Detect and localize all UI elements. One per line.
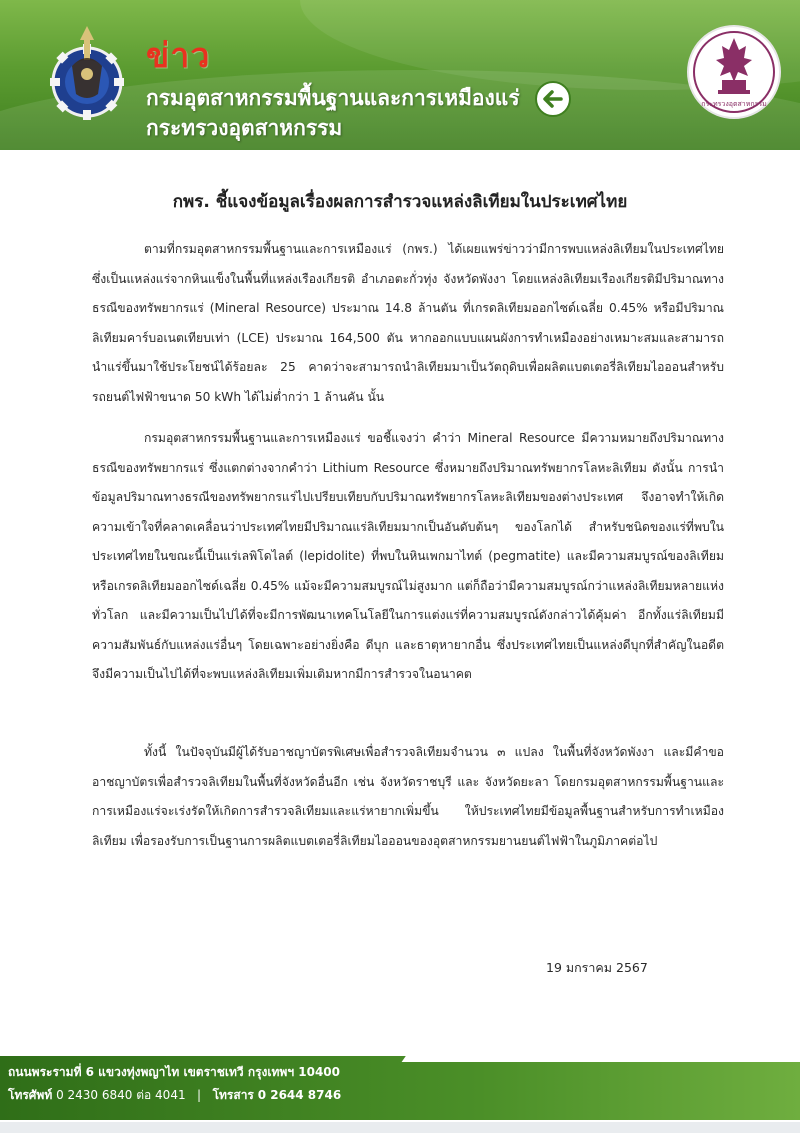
seal-text: กระทรวงอุตสาหกรรม — [701, 100, 767, 108]
paragraph-1: ตามที่กรมอุตสาหกรรมพื้นฐานและการเหมืองแร่ (กพร.) ได้เผยแพร่ข่าวว่ามีการพบแหล่งลิเทียมในประเทศไทย ซึ่งเป็นแหล่งแร่จากหินแข็งในพื้นที่แหล่งเรืองเกียรติ อำเภอตะกั่วทุ่ง จังหวัดพังงา โดยแหล่งลิเทียมเรืองเกียรติมีปริมาณทางธรณีของทรัพยากรแร่ (Mineral Resource) ประมาณ 14.8 ล้านตัน ที่เกรดลิเทียมออกไซด์เฉลี่ย 0.45% หรือมีปริมาณลิเทียมคาร์บอเนตเทียบเท่า (LCE) ประมาณ 164,500 ตัน หากออกแบบแผนผังการทำเหมืองอย่างเหมาะสมและสามารถนำแร่ขึ้นมาใช้ประโยชน์ได้ร้อยละ 25 คาดว่าจะสามารถนำลิเทียมมาเป็นวัตถุดิบเพื่อผลิตแบตเตอรี่ลิเทียมไอออนสำหรับรถยนต์ไฟฟ้าขนาด 50 kWh ได้ไม่ต่ำกว่า 1 ล้านคัน นั้น — [92, 242, 724, 404]
footer-address: ถนนพระรามที่ 6 แขวงทุ่งพญาไท เขตราชเทวี กรุงเทพฯ 10400 — [8, 1065, 340, 1079]
phone-number: 0 2430 6840 ต่อ 4041 — [56, 1088, 186, 1102]
news-kicker: ข่าว — [146, 36, 211, 76]
fax-number: 0 2644 8746 — [257, 1088, 342, 1102]
footer-cut — [402, 1038, 800, 1062]
separator: | — [189, 1088, 209, 1102]
back-arrow-icon[interactable] — [534, 80, 572, 118]
paragraph-3: ทั้งนี้ ในปัจจุบันมีผู้ได้รับอาชญาบัตรพิเศษเพื่อสำรวจลิเทียมจำนวน ๓ แปลง ในพื้นที่จังหวัดพังงา และมีคำขออาชญาบัตรเพื่อสำรวจลิเทียมในพื้นที่จังหวัดอื่นอีก เช่น จังหวัดราชบุรี และ จังหวัดยะลา โดยกรมอุตสาหกรรมพื้นฐานและการเหมืองแร่จะเร่งรัดให้เกิดการสำรวจลิเทียมและแร่หายากเพิ่มขึ้น ให้ประเทศไทยมีข้อมูลพื้นฐานสำหรับการทำเหมืองลิเทียม เพื่อรองรับการเป็นฐานการผลิตแบตเตอรี่ลิเทียมไอออนของอุตสาหกรรมยานยนต์ไฟฟ้าในภูมิภาคต่อไป — [92, 745, 724, 848]
bottom-strip — [0, 1122, 800, 1133]
dpim-logo — [42, 20, 132, 130]
fax-label: โทรสาร — [212, 1088, 254, 1102]
paragraph-2: กรมอุตสาหกรรมพื้นฐานและการเหมืองแร่ ขอชี้แจงว่า คำว่า Mineral Resource มีความหมายถึงปริมาณทางธรณีของทรัพยากรแร่ ซึ่งแตกต่างจากคำว่า Lithium Resource ซึ่งหมายถึงปริมาณทรัพยากรโลหะลิเทียม ดังนั้น การนำข้อมูลปริมาณทางธรณีของทรัพยากรแร่ไปเปรียบเทียบกับปริมาณทรัพยากรโลหะลิเทียมของต่างประเทศ จึงอาจทำให้เกิดความเข้าใจที่คลาดเคลื่อนว่าประเทศไทยมีปริมาณแร่ลิเทียมมากเป็นอันดับต้นๆ ของโลกได้ สำหรับชนิดของแร่ที่พบในประเทศไทยในขณะนี้เป็นแร่เลพิโดไลต์ (lepidolite) ที่พบในหินเพกมาไทต์ (pegmatite) และมีความสมบูรณ์ของลิเทียมหรือเกรดลิเทียมออกไซด์เฉลี่ย 0.45% แม้จะมีความสมบูรณ์ไม่สูงมาก แต่ก็ถือว่ามีความสมบูรณ์กว่าแหล่งลิเทียมหลายแห่งทั่วโลก และมีความเป็นไปได้ที่จะมีการพัฒนาเทคโนโลยีในการแต่งแร่ที่ความสมบูรณ์ดังกล่าวได้คุ้มค่า อีกทั้งแร่ลิเทียมมีความสัมพันธ์กับแหล่งแร่อื่นๆ โดยเฉพาะอย่างยิ่งคือ ดีบุก และธาตุหายากอื่น ซึ่งประเทศไทยเป็นแหล่งดีบุกที่สำคัญในอดีต จึงมีความเป็นไปได้ที่จะพบแหล่งลิเทียมเพิ่มเติมหากมีการสำรวจในอนาคต — [92, 431, 724, 681]
footer-phone-fax — [8, 1086, 341, 1105]
phone-label: โทรศัพท์ — [8, 1088, 53, 1102]
document-title: กพร. ชี้แจงข้อมูลเรื่องผลการสำรวจแหล่งลิเทียมในประเทศไทย — [172, 192, 628, 212]
department-name: กรมอุตสาหกรรมพื้นฐานและการเหมืองแร่ — [146, 86, 520, 110]
document-date: 19 มกราคม 2567 — [546, 960, 648, 975]
ministry-seal — [686, 24, 782, 120]
header-banner — [0, 0, 800, 150]
ministry-name: กระทรวงอุตสาหกรรม — [146, 116, 343, 140]
